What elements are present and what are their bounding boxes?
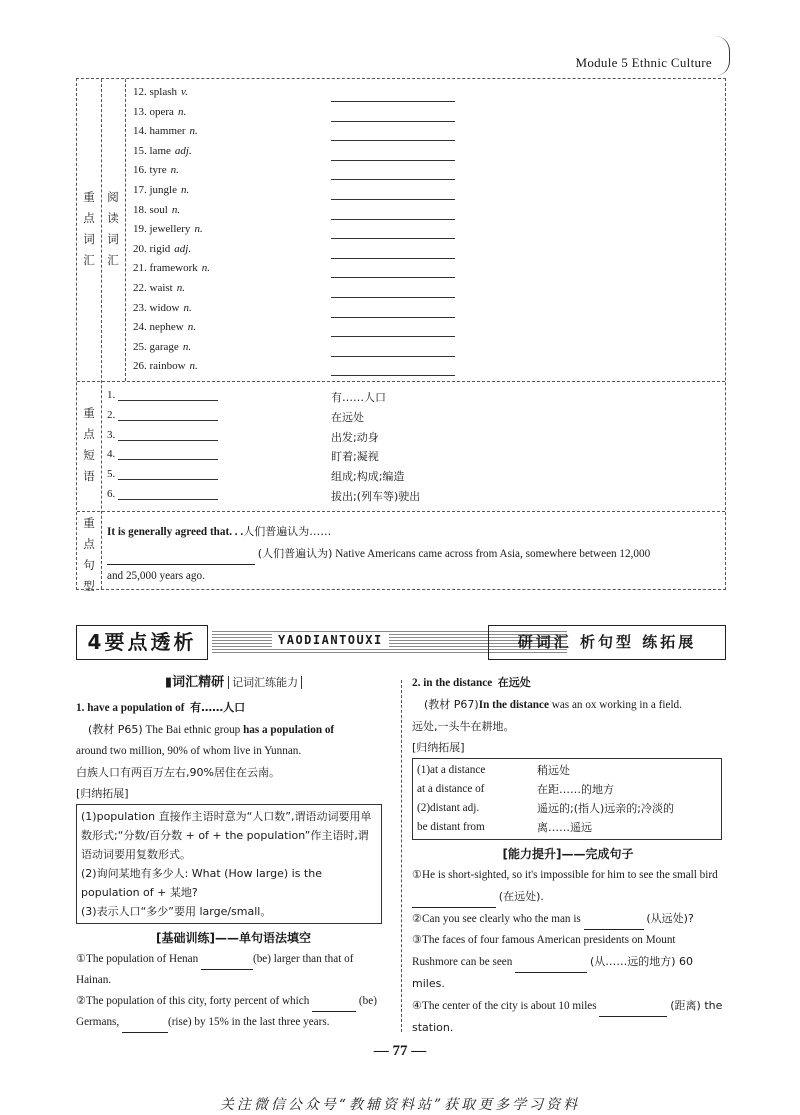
phrase-number: 1. [107, 389, 116, 401]
answer-blank[interactable] [122, 1021, 168, 1033]
vocabulary-table [76, 78, 726, 593]
part-of-speech: n. [187, 321, 196, 334]
phrase-number: 3. [107, 428, 116, 441]
table-divider [77, 511, 725, 512]
part-of-speech: n. [189, 360, 198, 373]
vocab-answer-blank[interactable] [331, 374, 455, 376]
item1-heading: 1. have a population of 有……人口 [76, 701, 246, 714]
section-number-title: 4要点透析 [76, 625, 208, 660]
expansion-meaning: 离……遥远 [537, 821, 592, 834]
expansion-row [417, 780, 717, 799]
phrase-meaning: 在远处 [331, 410, 364, 424]
expand-tag: [归纳拓展] [76, 787, 129, 800]
section-banner [76, 625, 724, 660]
footer-note: 关注微信公众号“教辅资料站”获取更多学习资料 [219, 1097, 581, 1113]
vocab-answer-blank[interactable] [331, 257, 455, 259]
ability-question-2: ②Can you see clearly who the man is (从远处)? [412, 908, 724, 930]
expansion-row [417, 799, 717, 818]
sentence-section-label: 重 点 句 型 [83, 516, 95, 593]
expansion-phrase: (1)at a distance [417, 764, 486, 776]
vocab-word-row [133, 341, 191, 353]
vocab-answer-blank[interactable] [331, 100, 455, 102]
page-number: — 77 — [373, 1043, 427, 1059]
vocab-word: 23. widow [133, 301, 180, 314]
expansion-row [417, 761, 717, 780]
vocab-word-row [133, 223, 203, 235]
drill-question-1: ①The population of Henan (be) larger than that of Hainan. [76, 953, 354, 986]
vocab-word-row [133, 360, 198, 372]
part-of-speech: n. [182, 340, 192, 353]
part-of-speech: n. [176, 282, 185, 294]
vocab-word: 20. rigid [133, 242, 171, 255]
sentence-pattern-block [107, 521, 717, 587]
vocab-word-row [133, 243, 191, 255]
part-of-speech: n. [177, 105, 187, 118]
vocab-word-row [133, 145, 192, 157]
phrase-number: 2. [107, 408, 116, 421]
left-column [76, 672, 391, 1033]
table-divider [101, 79, 102, 589]
vocab-word-row [133, 125, 198, 137]
phrase-answer-blank[interactable] [118, 449, 218, 460]
expansion-phrase: at a distance of [417, 783, 485, 795]
vocab-word: 24. nephew [133, 321, 184, 334]
vocab-word-row [133, 204, 180, 216]
phrase-answer-blank[interactable] [118, 469, 218, 480]
vocab-answer-blank[interactable] [331, 335, 455, 337]
reading-vocab-label: 阅 读 词 汇 [107, 190, 119, 267]
phrase-answer-blank[interactable] [118, 390, 218, 401]
item2-expansion-box [412, 758, 722, 840]
banner-pinyin: YAODIANTOUXI [272, 633, 389, 647]
vocab-word-row [133, 262, 210, 274]
part-of-speech: n. [194, 223, 203, 236]
phrase-meaning: 组成;构成;编造 [331, 470, 405, 484]
vocab-word: 13. opera [133, 105, 174, 118]
sentence-example-cont: and 25,000 years ago. [107, 570, 205, 582]
expansion-phrase: be distant from [417, 821, 485, 833]
table-divider [125, 79, 126, 381]
phrase-row [107, 488, 218, 500]
vocab-word-row [133, 282, 185, 294]
vocab-word: 14. hammer [133, 125, 186, 138]
drill-question-2: ②The population of this city, forty percent of which (be) Germans, (rise) by 15% in the last three years. [76, 991, 391, 1033]
vocab-section-label: 重 点 词 汇 [83, 190, 95, 267]
vocab-word: 18. soul [133, 203, 168, 216]
phrase-row [107, 448, 218, 460]
part-of-speech: n. [181, 184, 190, 196]
vocab-word: 25. garage [133, 340, 179, 353]
vocab-answer-blank[interactable] [331, 316, 455, 318]
phrase-answer-blank[interactable] [118, 430, 218, 441]
vocab-answer-blank[interactable] [331, 120, 455, 122]
vocab-word: 17. jungle [133, 184, 177, 196]
phrase-number: 4. [107, 448, 116, 461]
phrase-meaning: 拔出;(列车等)驶出 [331, 490, 421, 503]
ability-question-1: ①He is short-sighted, so it's impossible for him to see the small bird (在远处). [412, 865, 724, 908]
vocab-word: 22. waist [133, 282, 173, 294]
vocab-word: 15. lame [133, 144, 171, 157]
vocab-answer-blank[interactable] [331, 237, 455, 239]
answer-blank[interactable] [201, 958, 253, 970]
item2-example: (教材 P67)In the distance was an ox working in a field. [424, 698, 682, 711]
item2-heading: 2. in the distance 在远处 [412, 676, 531, 689]
item1-example-cont: around two million, 90% of whom live in Yunnan. [76, 745, 302, 757]
table-divider [77, 381, 725, 382]
expansion-meaning: 在距……的地方 [537, 783, 614, 796]
right-column [412, 672, 724, 1039]
phrase-row [107, 468, 218, 480]
part-of-speech: n. [189, 125, 198, 138]
expansion-meaning: 遥远的;(指人)远亲的;冷淡的 [537, 802, 674, 815]
vocab-answer-blank[interactable] [331, 218, 455, 220]
phrase-answer-blank[interactable] [118, 489, 218, 500]
expansion-row [417, 818, 717, 837]
phrase-meaning: 盯着;凝视 [331, 450, 379, 464]
vocab-word-row [133, 302, 192, 314]
item2-translation: 远处,一头牛在耕地。 [412, 720, 515, 733]
vocab-word: 21. framework [133, 262, 198, 275]
vocab-word: 19. jewellery [133, 223, 191, 236]
column-divider [401, 680, 402, 1032]
answer-blank[interactable] [584, 918, 644, 930]
vocab-answer-blank[interactable] [331, 355, 455, 357]
item1-translation: 白族人口有两百万左右,90%居住在云南。 [76, 766, 280, 779]
answer-blank[interactable] [599, 1005, 667, 1017]
expansion-meaning: 稍远处 [537, 764, 570, 777]
part-of-speech: n. [201, 262, 211, 275]
ability-heading: [能力提升]——完成句子 [502, 847, 634, 861]
expansion-phrase: (2)distant adj. [417, 802, 480, 814]
phrase-row [107, 389, 218, 401]
vocab-study-header: ▮词汇精研 记词汇练能力 [76, 672, 391, 693]
item1-expansion-box: (1)population 直接作主语时意为“人口数”,谓语动词要用单数形式;“分数/百分数 + of + the population”作主语时,谓语动词要用复数形式。 (2)询问某地有多少人: What (How large) is the population of + 某地? (3)表示人口“多少”要用 large/small。 [76, 804, 382, 924]
bookmark-icon: ▮ [164, 675, 173, 690]
phrase-number: 6. [107, 488, 116, 500]
answer-blank[interactable] [412, 896, 496, 908]
phrase-row [107, 429, 218, 441]
phrase-row [107, 409, 218, 421]
ability-question-3: ③The faces of four famous American presidents on Mount Rushmore can be seen (从……远的地方) 60 miles. [412, 934, 694, 990]
phrase-number: 5. [107, 468, 116, 481]
vocab-word-row [133, 321, 196, 333]
part-of-speech: v. [181, 86, 188, 98]
vocab-answer-blank[interactable] [331, 276, 455, 278]
part-of-speech: n. [170, 164, 179, 177]
answer-blank[interactable] [312, 1000, 356, 1012]
phrase-answer-blank[interactable] [118, 410, 218, 421]
vocab-word-row [133, 184, 189, 196]
vocab-word: 12. splash [133, 86, 177, 98]
sentence-answer-blank[interactable] [107, 553, 255, 565]
sentence-pattern: It is generally agreed that. . . [107, 526, 244, 538]
part-of-speech: n. [183, 301, 192, 314]
sentence-hint: (人们普遍认为) [257, 547, 333, 560]
vocab-word-row [133, 106, 186, 118]
expand-tag: [归纳拓展] [412, 741, 465, 754]
vocab-answer-blank[interactable] [331, 296, 455, 298]
vocab-study-subtitle: 记词汇练能力 [228, 676, 302, 689]
vocab-answer-blank[interactable] [331, 178, 455, 180]
answer-blank[interactable] [515, 961, 587, 973]
vocab-answer-blank[interactable] [331, 139, 455, 141]
ability-question-4: ④The center of the city is about 10 miles (距离) the station. [412, 999, 723, 1034]
module-title: Module 5 Ethnic Culture [575, 55, 712, 70]
vocab-word: 26. rainbow [133, 360, 186, 373]
phrase-section-label: 重 点 短 语 [83, 406, 95, 483]
sentence-example: Native Americans came across from Asia, somewhere between 12,000 [335, 548, 651, 560]
header-bracket-decoration [715, 36, 730, 76]
vocab-word-row [133, 86, 188, 98]
banner-subtitle: 研词汇 析句型 练拓展 [488, 625, 726, 660]
basic-drill-heading: [基础训练]——单句语法填空 [156, 931, 311, 945]
part-of-speech: n. [171, 203, 181, 216]
vocab-word-row [133, 164, 179, 176]
vocab-word: 16. tyre [133, 164, 167, 177]
item1-example: (教材 P65) The Bai ethnic group has a population of [88, 723, 335, 736]
phrase-meaning: 有……人口 [331, 391, 386, 404]
vocab-answer-blank[interactable] [331, 198, 455, 200]
phrase-meaning: 出发;动身 [331, 430, 379, 444]
part-of-speech: adj. [174, 242, 192, 255]
sentence-pattern-meaning: 人们普遍认为…… [243, 525, 332, 538]
part-of-speech: adj. [174, 144, 192, 157]
vocab-answer-blank[interactable] [331, 159, 455, 161]
